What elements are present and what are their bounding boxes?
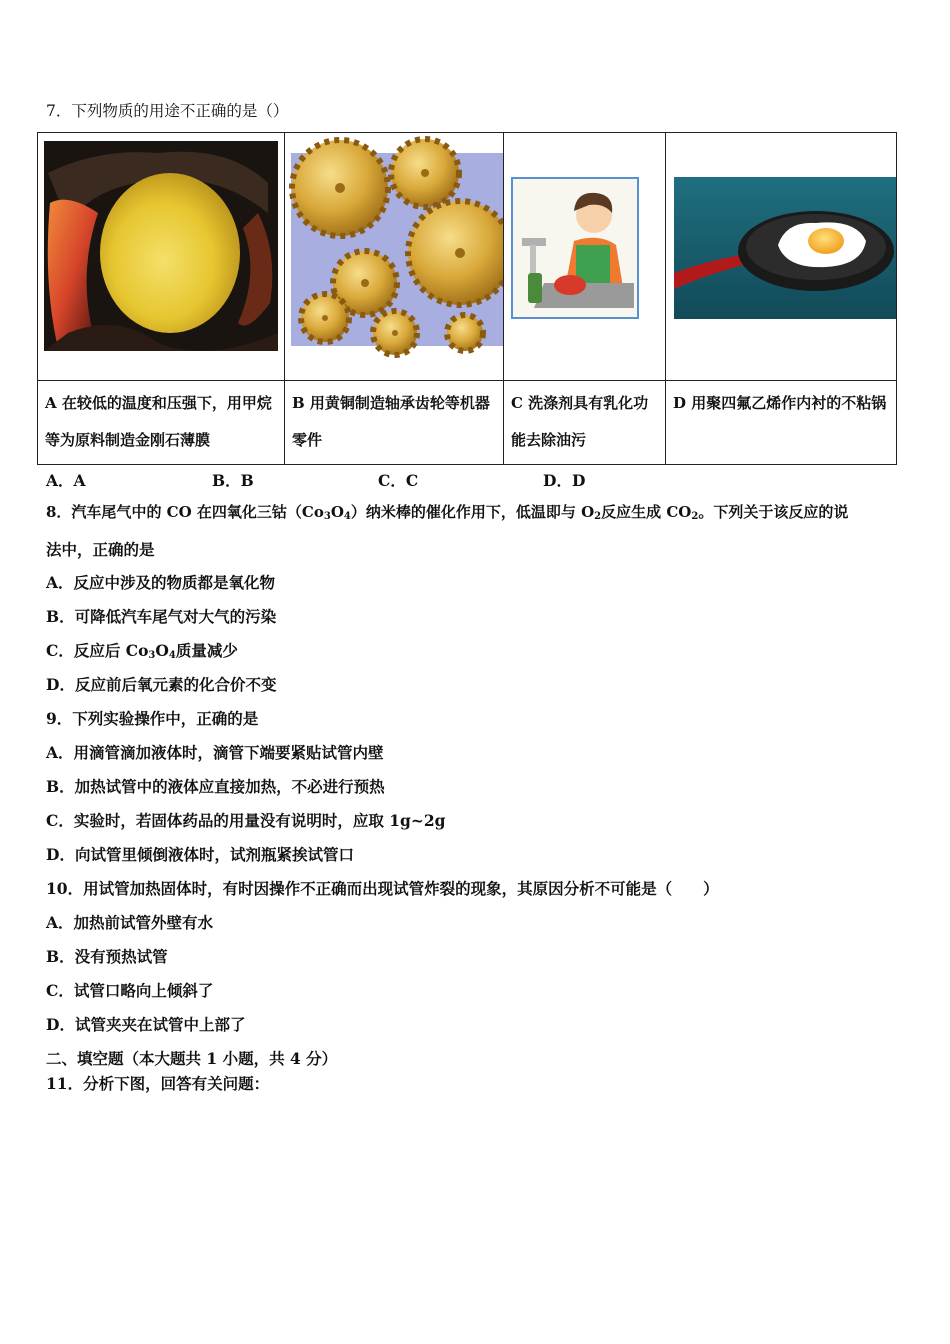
q9-option-c: C．实验时，若固体药品的用量没有说明时，应取 1g~2g — [46, 811, 446, 830]
q8-option-a: A．反应中涉及的物质都是氧化物 — [46, 573, 276, 592]
q9-option-b: B．加热试管中的液体应直接加热，不必进行预热 — [46, 777, 385, 796]
q7-options-table — [37, 132, 897, 465]
q9-stem: 9．下列实验操作中，正确的是 — [46, 709, 259, 728]
q10-stem: 10．用试管加热固体时，有时因操作不正确而出现试管炸裂的现象，其原因分析不可能是（ ） — [46, 879, 719, 898]
q7-label-d: D 用聚四氟乙烯作内衬的不粘锅 — [666, 381, 897, 465]
q10-option-b: B．没有预热试管 — [46, 947, 168, 966]
nonstick-pan-image — [666, 133, 896, 380]
q7-label-b: B 用黄铜制造轴承齿轮等机器零件 — [285, 381, 504, 465]
q8-option-c: C．反应后 $Co_3O_4$质量减少 — [46, 641, 238, 661]
diamond-film-image — [38, 133, 278, 380]
q7-image-cell-a — [38, 133, 285, 381]
q9-option-d: D．向试管里倾倒液体时，试剂瓶紧挨试管口 — [46, 845, 354, 864]
section2-heading: 二、填空题（本大题共 1 小题，共 4 分） — [46, 1049, 338, 1068]
q7-image-cell-d — [666, 133, 897, 381]
q7-stem: 7．下列物质的用途不正确的是（） — [46, 102, 289, 120]
q7-label-c: C 洗涤剂具有乳化功能去除油污 — [504, 381, 666, 465]
q8-stem-line2: 法中，正确的是 — [46, 540, 155, 559]
q10-option-c: C．试管口略向上倾斜了 — [46, 981, 214, 1000]
dishwashing-boy-image — [504, 133, 665, 380]
q7-label-a: A 在较低的温度和压强下，用甲烷等为原料制造金刚石薄膜 — [38, 381, 285, 465]
q10-option-d: D．试管夹夹在试管中上部了 — [46, 1015, 246, 1034]
brass-gears-image — [285, 133, 503, 380]
q7-image-cell-c — [504, 133, 666, 381]
q8-stem-line1: 8．汽车尾气中的 CO 在四氧化三钴$(Co_3O_4)$纳米棒的催化作用下，低温即与 $O_2$反应生成 $CO_2$。下列关于该反应的说 — [46, 503, 849, 522]
q8-option-b: B．可降低汽车尾气对大气的污染 — [46, 607, 277, 626]
q7-choice-c: C．C — [378, 471, 419, 490]
q7-choice-a: A．A — [46, 471, 86, 490]
q9-option-a: A．用滴管滴加液体时，滴管下端要紧贴试管内壁 — [46, 743, 384, 762]
q7-choice-d: D．D — [543, 471, 586, 490]
q7-image-cell-b — [285, 133, 504, 381]
q11-stem: 11．分析下图，回答有关问题： — [46, 1074, 270, 1093]
q7-choice-b: B．B — [212, 471, 254, 490]
q8-option-d: D．反应前后氧元素的化合价不变 — [46, 675, 277, 694]
q10-option-a: A．加热前试管外壁有水 — [46, 913, 214, 932]
